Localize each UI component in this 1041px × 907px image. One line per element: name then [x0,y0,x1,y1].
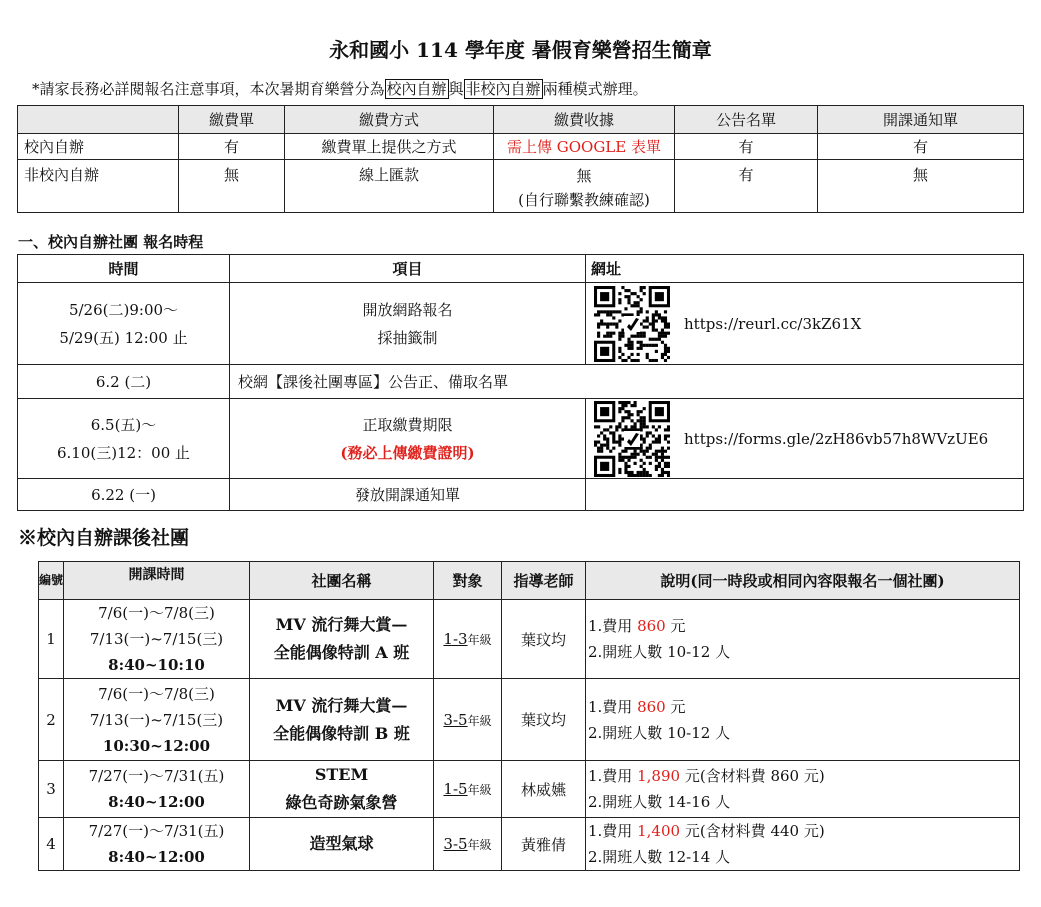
club-row [39,679,1020,761]
schedule-row: 6.2 (二) 校網【課後社團專區】公告正、備取名單 [18,365,1024,399]
page-title: 永和國小 114 學年度 暑假育樂營招生簡章 [329,38,712,62]
club-number: 4 [39,818,64,871]
mode-row: 校內自辦 有 繳費單上提供之方式 需上傳 GOOGLE 表單 有 有 [18,134,1024,160]
club-row [39,761,1020,818]
club-target: 3-5年級 [434,679,502,761]
qr-code-icon [594,286,670,362]
club-time: 7/27(一)～7/31(五) 8:40~12:00 [64,761,250,818]
club-target: 1-5年級 [434,761,502,818]
club-target: 1-3年級 [434,600,502,679]
club-desc: 1.費用 860 元 2.開班人數 10-12 人 [586,679,1020,761]
club-desc: 1.費用 1,890 元(含材料費 860 元) 2.開班人數 14-16 人 [586,761,1020,818]
club-teacher: 林威嬿 [502,761,586,818]
mode-b-box: 非校內自辦 [465,80,541,98]
payment-form-url-link[interactable]: https://forms.gle/2zH86vb57h8WVzUE6 [684,429,989,448]
club-number: 3 [39,761,64,818]
club-number: 2 [39,679,64,761]
schedule-row: 6.5(五)～ 6.10(三)12：00 止 正取繳費期限 (務必上傳繳費證明) https://forms.gle/2zH86vb57h8WVzUE6 [18,399,1024,479]
club-teacher: 葉玟均 [502,600,586,679]
club-number: 1 [39,600,64,679]
club-desc: 1.費用 1,400 元(含材料費 440 元) 2.開班人數 12-14 人 [586,818,1020,871]
signup-url-link[interactable]: https://reurl.cc/3kZ61X [684,314,862,333]
club-time: 7/6(一)～7/8(三) 7/13(一)~7/15(三) 8:40~10:10 [64,600,250,679]
mode-a-box: 校內自辦 [386,80,447,98]
section2-title: ※校內自辦課後社團 [18,527,190,549]
club-fee: 1,400 [637,822,681,840]
schedule-table [17,254,1024,511]
club-name: MV 流行舞大賞— 全能偶像特訓 A 班 [250,600,434,679]
club-row [39,818,1020,871]
mode-table [17,105,1024,213]
club-time: 7/6(一)～7/8(三) 7/13(一)~7/15(三) 10:30~12:00 [64,679,250,761]
club-target: 3-5年級 [434,818,502,871]
club-fee: 860 [637,617,666,635]
club-desc: 1.費用 860 元 2.開班人數 10-12 人 [586,600,1020,679]
clubs-table [38,561,1020,871]
club-name: 造型氣球 [250,818,434,871]
schedule-row: 6.22 (一) 發放開課通知單 [18,479,1024,511]
club-name: STEM 綠色奇跡氣象營 [250,761,434,818]
clubs-header: 編號 開課時間 社團名稱 對象 指導老師 說明(同一時段或相同內容限報名一個社團) [39,562,1020,600]
club-row [39,600,1020,679]
mode-row: 非校內自辦 無 線上匯款 無 (自行聯繫教練確認) 有 無 [18,160,1024,213]
club-name: MV 流行舞大賞— 全能偶像特訓 B 班 [250,679,434,761]
club-teacher: 葉玟均 [502,679,586,761]
club-teacher: 黃雅倩 [502,818,586,871]
club-time: 7/27(一)～7/31(五) 8:40~12:00 [64,818,250,871]
club-fee: 1,890 [637,767,681,785]
schedule-row: 5/26(二)9:00～ 5/29(五) 12:00 止 開放網路報名 採抽籤制 https://reurl.cc/3kZ61X [18,283,1024,365]
section1-title: 一、校內自辦社團 報名時程 [18,233,204,251]
club-fee: 860 [637,697,666,716]
qr-code-icon [594,401,670,477]
schedule-header: 時間 項目 網址 [18,255,1024,283]
mode-table-header: 繳費單 繳費方式 繳費收據 公告名單 開課通知單 [18,106,1024,134]
notice-line: *請家長務必詳閱報名注意事項，本次暑期育樂營分為 校內自辦 與 非校內自辦 兩種模式辦理。 [32,80,648,98]
